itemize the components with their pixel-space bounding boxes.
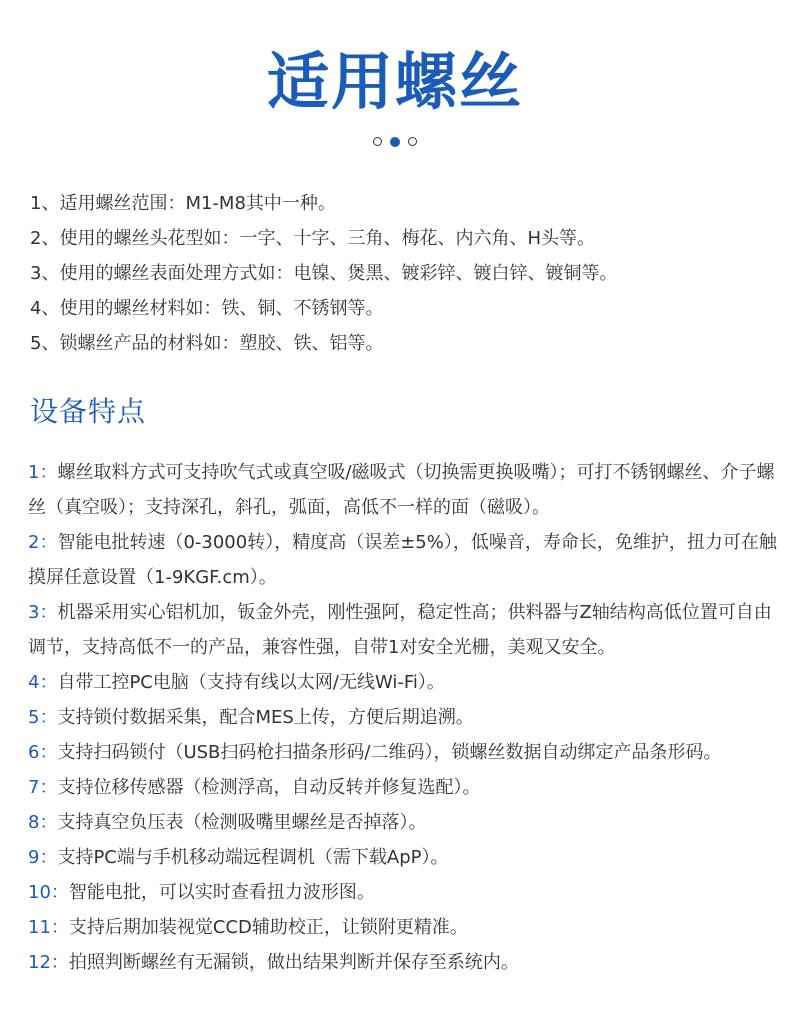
feature-item [28,455,788,525]
feature-number: 2： [28,532,58,553]
carousel-dot-2-active[interactable] [390,137,400,147]
feature-item [28,945,788,980]
page-title: 适用螺丝 [266,45,523,118]
feature-text: 支持真空负压表（检测吸嘴里螺丝是否掉落）。 [57,812,427,833]
feature-number: 8： [28,812,58,833]
feature-item [28,770,788,805]
feature-text: 机器采用实心铝机加，钣金外壳，刚性强阿，稳定性高；供料器与Z轴结构高低位置可自由调节，支持高低不一的产品，兼容性强，自带1对安全光栅，美观又安全。 [28,602,772,658]
feature-item [28,910,788,945]
feature-number: 1： [28,462,58,483]
feature-item [28,665,788,700]
feature-number: 11： [28,917,69,938]
feature-text: 自带工控PC电脑（支持有线以太网/无线Wi-Fi）。 [57,672,445,693]
feature-text: 支持PC端与手机移动端远程调机（需下载ApP）。 [57,847,449,868]
feature-text: 支持后期加装视觉CCD辅助校正，让锁附更精准。 [68,917,468,938]
feature-item [28,595,788,665]
feature-number: 10： [28,882,69,903]
feature-item [28,700,788,735]
screw-scope-list [30,186,770,361]
feature-number: 9： [28,847,58,868]
feature-number: 12： [28,952,69,973]
feature-number: 3： [28,602,58,623]
scope-item: 1、适用螺丝范围：M1-M8其中一种。 [30,193,336,214]
scope-item: 4、使用的螺丝材料如：铁、铜、不锈钢等。 [30,298,384,319]
feature-number: 6： [28,742,58,763]
scope-item: 5、锁螺丝产品的材料如：塑胶、铁、铝等。 [30,333,384,354]
feature-number: 7： [28,777,58,798]
feature-text: 螺丝取料方式可支持吹气式或真空吸/磁吸式（切换需更换吸嘴）；可打不锈钢螺丝、介子螺丝（真空吸）；支持深孔，斜孔，弧面，高低不一样的面（磁吸）。 [28,462,775,518]
features-list [28,455,788,980]
feature-item [28,840,788,875]
feature-text: 支持锁付数据采集，配合MES上传，方便后期追溯。 [57,707,474,728]
feature-text: 智能电批转速（0-3000转），精度高（误差±5%），低噪音，寿命长，免维护，扭力可在触摸屏任意设置（1-9KGF.cm）。 [28,532,777,588]
feature-number: 5： [28,707,58,728]
feature-item [28,875,788,910]
feature-text: 支持位移传感器（检测浮高，自动反转并修复选配）。 [57,777,481,798]
scope-item: 2、使用的螺丝头花型如：一字、十字、三角、梅花、内六角、H头等。 [30,228,595,249]
carousel-dot-3[interactable] [408,137,417,146]
features-heading: 设备特点 [30,395,147,428]
feature-text: 支持扫码锁付（USB扫码枪扫描条形码/二维码），锁螺丝数据自动绑定产品条形码。 [57,742,722,763]
feature-item [28,805,788,840]
carousel-dot-1[interactable] [373,137,382,146]
feature-text: 拍照判断螺丝有无漏锁，做出结果判断并保存至系统内。 [68,952,519,973]
feature-text: 智能电批，可以实时查看扭力波形图。 [68,882,375,903]
carousel-indicator [0,137,790,147]
scope-item: 3、使用的螺丝表面处理方式如：电镍、煲黑、镀彩锌、镀白锌、镀铜等。 [30,263,618,284]
feature-item [28,525,788,595]
feature-number: 4： [28,672,58,693]
feature-item [28,735,788,770]
